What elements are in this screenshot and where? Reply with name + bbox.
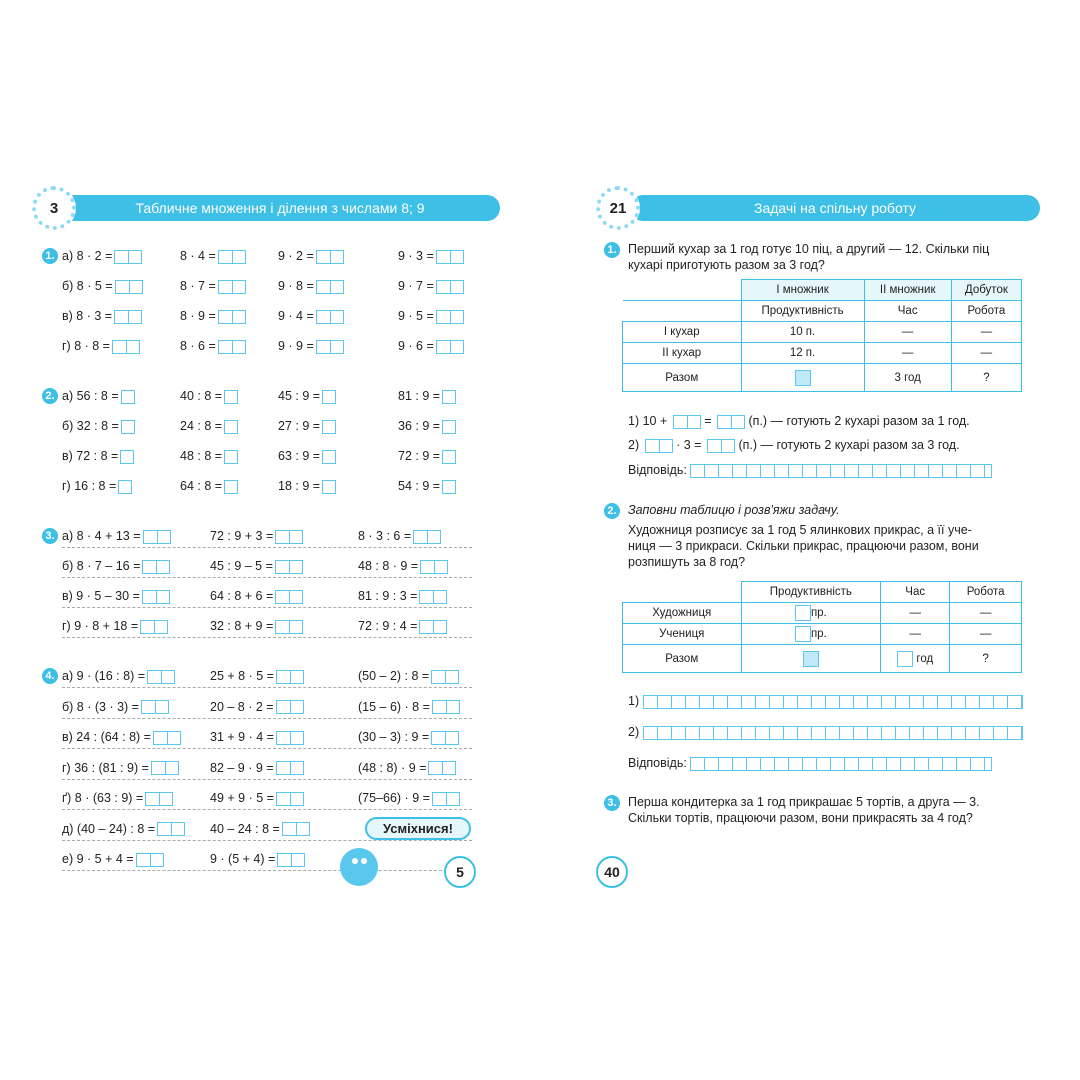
expression-text: а) 56 : 8 = (62, 389, 119, 403)
t2-row3-work: ? (950, 645, 1022, 673)
answer-field[interactable] (690, 757, 992, 771)
t2-row1-time: — (881, 603, 950, 624)
expression (62, 276, 143, 296)
t2-row3-time[interactable] (881, 645, 950, 673)
t2-row2-work: — (950, 624, 1022, 645)
expression (180, 446, 238, 466)
dashed-line (62, 577, 472, 578)
expression-text: а) 9 · (16 : 8) = (62, 669, 146, 683)
answer-box[interactable] (275, 590, 303, 604)
task-1-text-line-2: кухарі приготують разом за 3 год? (628, 258, 825, 272)
expression-text: 27 : 9 = (278, 419, 321, 433)
answer-box[interactable] (140, 620, 168, 634)
expression-text: 9 · 2 = (278, 249, 314, 263)
lesson-number: 3 (39, 193, 69, 223)
expression-text: 8 · 9 = (180, 309, 216, 323)
expression-text: 8 · 3 : 6 = (358, 529, 412, 543)
expression-text: г) 16 : 8 = (62, 479, 117, 493)
t1-row3-work: ? (951, 364, 1021, 392)
expression (62, 788, 173, 808)
expression-text: 9 · (5 + 4) = (210, 852, 276, 866)
unit: пр. (810, 607, 827, 620)
page-number-right: 40 (596, 856, 628, 888)
expression-text: 54 : 9 = (398, 479, 441, 493)
answer-box[interactable] (717, 415, 745, 429)
expression-text: а) 8 · 4 + 13 = (62, 529, 141, 543)
answer-box[interactable] (442, 450, 456, 464)
answer-box[interactable] (428, 761, 456, 775)
dashed-line (62, 809, 472, 810)
expression (210, 556, 303, 576)
expression (398, 276, 464, 296)
unit: год (916, 652, 934, 665)
task-2-answer (628, 753, 992, 773)
answer-box[interactable] (114, 250, 142, 264)
expression (398, 476, 456, 496)
task-2-step-1 (628, 691, 1023, 711)
mascot-image (340, 848, 378, 886)
answer-box[interactable] (419, 590, 447, 604)
answer-box[interactable] (276, 731, 304, 745)
answer-box[interactable] (432, 792, 460, 806)
expression (180, 336, 246, 356)
answer-box[interactable] (436, 310, 464, 324)
answer-box[interactable] (322, 390, 336, 404)
answer-box[interactable] (121, 420, 135, 434)
t1-row1-label: І кухар (623, 322, 742, 343)
task-3-text-line-2: Скільки тортів, працюючи разом, вони прикрасять за 4 год? (628, 811, 973, 825)
expression (278, 336, 344, 356)
dashed-line (62, 748, 472, 749)
ex2-number: 2. (42, 388, 58, 404)
expression-text: 72 : 9 = (398, 449, 441, 463)
expression (62, 336, 140, 356)
step-text: = (704, 414, 712, 428)
expression-text: 8 · 7 = (180, 279, 216, 293)
t1-row2-prod: 12 п. (741, 343, 864, 364)
expression (62, 386, 135, 406)
task-3-text-line-1: Перша кондитерка за 1 год прикрашає 5 тортів, а друга — 3. (628, 795, 980, 809)
answer-box[interactable] (275, 620, 303, 634)
answer-box[interactable] (282, 822, 310, 836)
expression-text: 9 · 3 = (398, 249, 434, 263)
answer-box[interactable] (115, 280, 143, 294)
answer-box[interactable] (276, 792, 304, 806)
t1-h1-c: Добуток (951, 280, 1021, 301)
expression (398, 416, 456, 436)
answer-box[interactable] (803, 651, 819, 667)
answer-box[interactable] (141, 700, 169, 714)
dashed-line (62, 607, 472, 608)
answer-box[interactable] (275, 560, 303, 574)
answer-box[interactable] (218, 340, 246, 354)
answer-field[interactable] (690, 464, 992, 478)
expression-text: 18 : 9 = (278, 479, 321, 493)
expression-text: г) 36 : (81 : 9) = (62, 760, 149, 775)
expression (62, 819, 185, 839)
t1-row1-time: — (864, 322, 951, 343)
expression (210, 819, 310, 839)
expression (358, 758, 456, 778)
expression-text: в) 9 · 5 – 30 = (62, 589, 140, 603)
answer-box[interactable] (120, 450, 134, 464)
t1-h2-c: Робота (951, 301, 1021, 322)
task-2-text-line-3: розпишуть за 8 год? (628, 555, 746, 569)
page-number-left: 5 (444, 856, 476, 888)
expression-text: 8 · 6 = (180, 339, 216, 353)
answer-box[interactable] (436, 340, 464, 354)
answer-box[interactable] (431, 670, 459, 684)
answer-box[interactable] (151, 761, 179, 775)
expression-text: б) 8 · 5 = (62, 279, 113, 293)
t1-row3-label: Разом (623, 364, 742, 392)
task-1-step-2 (628, 435, 960, 455)
expression-text: 49 + 9 · 5 = (210, 791, 274, 805)
task-2-number: 2. (604, 503, 620, 519)
lesson-number-badge (32, 186, 76, 230)
expression-text: 63 : 9 = (278, 449, 321, 463)
t2-row1-label: Художниця (623, 603, 742, 624)
expression (62, 616, 168, 636)
expression (398, 446, 456, 466)
answer-box[interactable] (420, 560, 448, 574)
answer-box[interactable] (157, 822, 185, 836)
answer-box[interactable] (442, 420, 456, 434)
unit: пр. (810, 628, 827, 641)
expression-text: б) 8 · (3 · 3) = (62, 699, 139, 714)
expression (180, 416, 238, 436)
answer-box[interactable] (114, 310, 142, 324)
step-text: (п.) — готують 2 кухарі разом за 3 год. (738, 438, 960, 452)
answer-box[interactable] (316, 340, 344, 354)
expression-text: 31 + 9 · 4 = (210, 730, 274, 744)
t1-h1-b: ІІ множник (864, 280, 951, 301)
answer-box[interactable] (142, 590, 170, 604)
expression-text: 9 · 9 = (278, 339, 314, 353)
answer-box[interactable] (795, 605, 811, 621)
expression-text: 24 : 8 = (180, 419, 223, 433)
expression-text: 72 : 9 : 4 = (358, 619, 418, 633)
task-1-answer (628, 460, 992, 480)
expression-text: е) 9 · 5 + 4 = (62, 852, 134, 866)
ex1-number: 1. (42, 248, 58, 264)
task-2-instruction: Заповни таблицю і розв'яжи задачу. (628, 503, 840, 517)
step-text: 1) 10 + (628, 414, 668, 428)
dashed-line (62, 870, 472, 871)
expression (358, 788, 460, 808)
answer-box[interactable] (224, 420, 238, 434)
expression-text: 81 : 9 = (398, 389, 441, 403)
expression-text: 9 · 6 = (398, 339, 434, 353)
expression-text: в) 72 : 8 = (62, 449, 119, 463)
expression (210, 616, 303, 636)
expression (180, 386, 238, 406)
expression (180, 476, 238, 496)
expression (180, 276, 246, 296)
right-page (590, 180, 1040, 900)
expression-text: 9 · 8 = (278, 279, 314, 293)
expression-text: в) 8 · 3 = (62, 309, 113, 323)
answer-box[interactable] (795, 370, 811, 386)
expression (62, 849, 164, 869)
expression (180, 306, 246, 326)
step-label: 2) (628, 725, 640, 739)
answer-box[interactable] (419, 620, 447, 634)
t1-row2-work: — (951, 343, 1021, 364)
dashed-line (62, 779, 472, 780)
dashed-line (62, 718, 472, 719)
answer-box[interactable] (897, 651, 913, 667)
expression-text: 9 · 4 = (278, 309, 314, 323)
expression (358, 666, 459, 686)
task-2-text-line-1: Художниця розписує за 1 год 5 ялинкових прикрас, а її уче- (628, 523, 972, 537)
expression (62, 246, 142, 266)
answer-box[interactable] (118, 480, 132, 494)
t2-row3-label: Разом (623, 645, 742, 673)
expression-text: 32 : 8 + 9 = (210, 619, 274, 633)
expression (210, 849, 305, 869)
expression (398, 306, 464, 326)
expression (62, 556, 170, 576)
t2-row1-work: — (950, 603, 1022, 624)
expression (278, 416, 336, 436)
expression-text: (48 : 8) · 9 = (358, 760, 427, 775)
task-2-step-2 (628, 722, 1023, 742)
t1-row3-prod[interactable] (741, 364, 864, 392)
t2-row2-label: Учениця (623, 624, 742, 645)
expression-text: 64 : 8 = (180, 479, 223, 493)
expression (210, 727, 304, 747)
expression (358, 526, 441, 546)
answer-box[interactable] (277, 853, 305, 867)
expression (62, 586, 170, 606)
expression (278, 246, 344, 266)
expression (210, 586, 303, 606)
expression-text: 8 · 4 = (180, 249, 216, 263)
answer-box[interactable] (316, 250, 344, 264)
expression-text: 48 : 8 · 9 = (358, 559, 419, 573)
answer-box[interactable] (143, 530, 171, 544)
expression (62, 526, 171, 546)
answer-box[interactable] (316, 310, 344, 324)
step-label: 1) (628, 694, 640, 708)
answer-box[interactable] (224, 480, 238, 494)
t1-row2-label: ІІ кухар (623, 343, 742, 364)
answer-box[interactable] (436, 280, 464, 294)
t2-h-b: Час (881, 582, 950, 603)
expression (358, 697, 460, 717)
left-page (20, 180, 490, 900)
t1-row1-prod: 10 п. (741, 322, 864, 343)
ex4-number: 4. (42, 668, 58, 684)
expression (210, 666, 304, 686)
expression (210, 526, 303, 546)
ex3-number: 3. (42, 528, 58, 544)
expression (358, 727, 459, 747)
t1-row1-work: — (951, 322, 1021, 343)
step-text: · 3 = (676, 438, 702, 452)
lesson-number-badge-right (596, 186, 640, 230)
task-1-text-line-1: Перший кухар за 1 год готує 10 піц, а другий — 12. Скільки піц (628, 242, 990, 256)
answer-label: Відповідь: (628, 463, 687, 477)
expression (62, 446, 134, 466)
expression-text: 9 · 7 = (398, 279, 434, 293)
lesson-title-bar (60, 195, 500, 221)
answer-box[interactable] (147, 670, 175, 684)
answer-box[interactable] (276, 670, 304, 684)
expression-text: 45 : 9 – 5 = (210, 559, 273, 573)
t1-h2-b: Час (864, 301, 951, 322)
expression (358, 586, 447, 606)
step-text: 2) (628, 438, 640, 452)
expression-text: 9 · 5 = (398, 309, 434, 323)
expression (210, 697, 304, 717)
expression (278, 276, 344, 296)
answer-box[interactable] (112, 340, 140, 354)
t1-h1-a: І множник (741, 280, 864, 301)
answer-box[interactable] (322, 450, 336, 464)
expression-text: 25 + 8 · 5 = (210, 669, 274, 683)
answer-box[interactable] (322, 480, 336, 494)
expression (278, 306, 344, 326)
answer-box[interactable] (153, 731, 181, 745)
lesson-title-right: Задачі на спільну роботу (753, 200, 916, 216)
expression-text: ґ) 8 · (63 : 9) = (62, 791, 144, 805)
expression (278, 476, 336, 496)
answer-box[interactable] (322, 420, 336, 434)
expression (62, 666, 175, 686)
answer-box[interactable] (431, 731, 459, 745)
expression-text: б) 32 : 8 = (62, 419, 119, 433)
expression-text: г) 9 · 8 + 18 = (62, 619, 139, 633)
task-3-number: 3. (604, 795, 620, 811)
answer-field[interactable] (643, 726, 1023, 740)
expression-text: а) 8 · 2 = (62, 249, 113, 263)
expression-text: 40 – 24 : 8 = (210, 821, 280, 836)
dashed-line (62, 637, 472, 638)
answer-box[interactable] (442, 390, 456, 404)
answer-box[interactable] (145, 792, 173, 806)
expression-text: (75–66) · 9 = (358, 791, 430, 805)
answer-box[interactable] (707, 439, 735, 453)
expression (278, 386, 336, 406)
expression-text: 40 : 8 = (180, 389, 223, 403)
answer-box[interactable] (276, 761, 304, 775)
t2-h-c: Робота (950, 582, 1022, 603)
expression-text: 45 : 9 = (278, 389, 321, 403)
expression-text: (50 – 2) : 8 = (358, 669, 430, 683)
answer-box[interactable] (645, 439, 673, 453)
expression (62, 758, 179, 778)
expression-text: (15 – 6) · 8 = (358, 699, 430, 714)
task-1-table (622, 279, 1022, 392)
answer-box[interactable] (413, 530, 441, 544)
answer-box[interactable] (316, 280, 344, 294)
lesson-title-bar-right (630, 195, 1040, 221)
t1-h2-a: Продуктивність (741, 301, 864, 322)
expression (210, 788, 304, 808)
answer-box[interactable] (142, 560, 170, 574)
lesson-title: Табличне множення і ділення з числами 8; 9 (135, 200, 425, 216)
expression-text: 64 : 8 + 6 = (210, 589, 274, 603)
expression (62, 727, 181, 747)
answer-box[interactable] (218, 280, 246, 294)
expression-text: 81 : 9 : 3 = (358, 589, 418, 603)
expression (398, 386, 456, 406)
task-2-table (622, 581, 1022, 673)
answer-box[interactable] (218, 250, 246, 264)
expression-text: г) 8 · 8 = (62, 339, 110, 353)
expression (62, 416, 135, 436)
answer-box[interactable] (795, 626, 811, 642)
expression-text: 36 : 9 = (398, 419, 441, 433)
task-1-number: 1. (604, 242, 620, 258)
task-2-text-line-2: ниця — 3 прикраси. Скільки прикрас, працюючи разом, вони (628, 539, 979, 553)
answer-box[interactable] (276, 700, 304, 714)
t1-row2-time: — (864, 343, 951, 364)
answer-box[interactable] (224, 390, 238, 404)
t2-row1-prod[interactable] (741, 603, 881, 624)
dashed-line (62, 547, 472, 548)
t2-row2-prod[interactable] (741, 624, 881, 645)
step-text: (п.) — готують 2 кухарі разом за 1 год. (748, 414, 970, 428)
expression (398, 336, 464, 356)
smile-label: Усміхнися! (365, 817, 471, 840)
task-1-step-1 (628, 411, 970, 431)
t2-row3-prod[interactable] (741, 645, 881, 673)
answer-field[interactable] (643, 695, 1023, 709)
expression-text: б) 8 · 7 – 16 = (62, 559, 141, 573)
expression-text: 48 : 8 = (180, 449, 223, 463)
expression (398, 246, 464, 266)
t2-h-a: Продуктивність (741, 582, 881, 603)
answer-box[interactable] (224, 450, 238, 464)
expression-text: 20 – 8 · 2 = (210, 699, 274, 714)
answer-box[interactable] (442, 480, 456, 494)
expression (62, 306, 142, 326)
expression-text: 72 : 9 + 3 = (210, 529, 274, 543)
expression-text: 82 – 9 · 9 = (210, 760, 274, 775)
answer-box[interactable] (218, 310, 246, 324)
expression (358, 616, 447, 636)
t1-row3-time: 3 год (864, 364, 951, 392)
expression (62, 476, 132, 496)
expression (278, 446, 336, 466)
answer-box[interactable] (432, 700, 460, 714)
lesson-number-right: 21 (603, 193, 633, 223)
answer-box[interactable] (673, 415, 701, 429)
expression (62, 697, 169, 717)
answer-box[interactable] (121, 390, 135, 404)
answer-label: Відповідь: (628, 756, 687, 770)
expression-text: в) 24 : (64 : 8) = (62, 730, 151, 744)
answer-box[interactable] (275, 530, 303, 544)
dashed-line (62, 687, 472, 688)
answer-box[interactable] (136, 853, 164, 867)
answer-box[interactable] (436, 250, 464, 264)
expression-text: (30 – 3) : 9 = (358, 730, 430, 744)
expression-text: д) (40 – 24) : 8 = (62, 821, 156, 836)
t2-row2-time: — (881, 624, 950, 645)
expression (210, 758, 304, 778)
expression (180, 246, 246, 266)
expression (358, 556, 448, 576)
